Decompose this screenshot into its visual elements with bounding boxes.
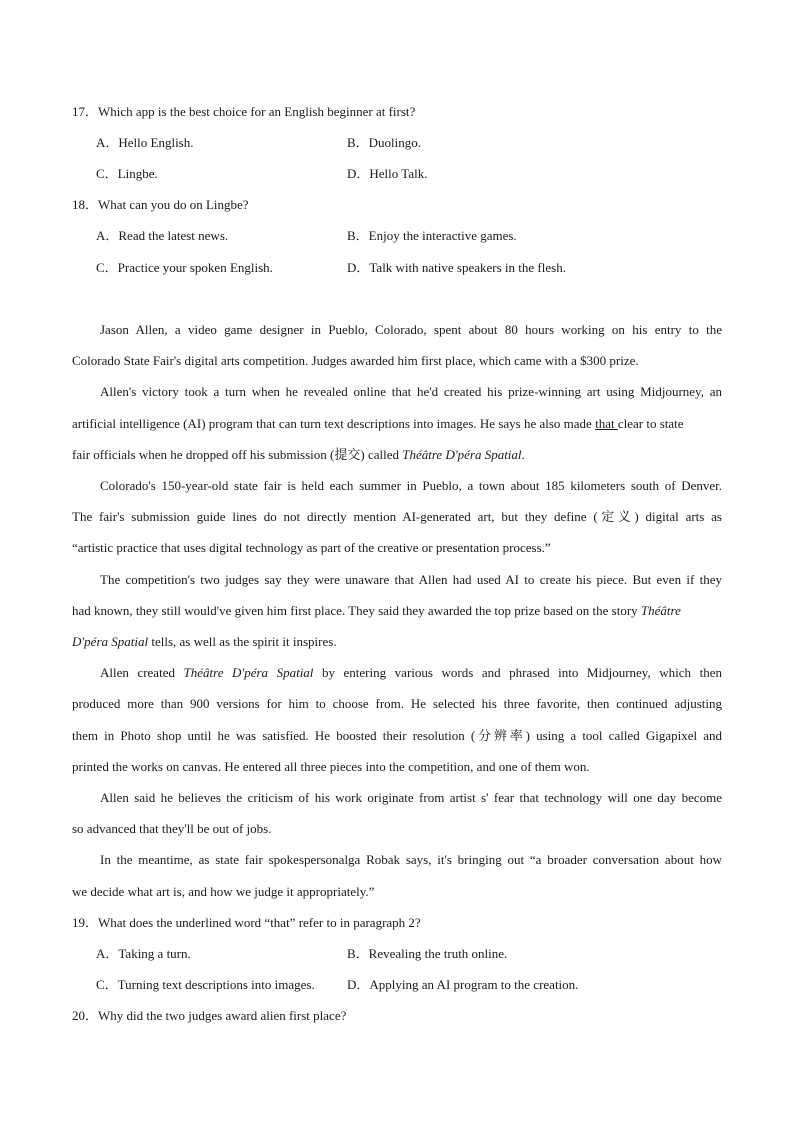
passage-p3-line1: Colorado's 150-year-old state fair is held each summer in Pueblo, a town about 185 kilometers south of Denver. xyxy=(100,478,722,493)
passage-text: had known, they still would've given him first place. They said they awarded the top prize based on the story xyxy=(72,603,641,618)
question-19-option-c: C．Turning text descriptions into images. xyxy=(96,977,315,992)
question-18-stem: 18．What can you do on Lingbe? xyxy=(72,197,249,212)
passage-p1-line1: Jason Allen, a video game designer in Pueblo, Colorado, spent about 80 hours working on his entry to the xyxy=(100,322,722,337)
passage-text: artificial intelligence (AI) program that can turn text descriptions into images. He says he also made xyxy=(72,416,596,431)
question-17-option-c: C．Lingbe. xyxy=(96,166,158,181)
question-19-option-d: D．Applying an AI program to the creation. xyxy=(347,977,579,992)
question-18-option-c: C．Practice your spoken English. xyxy=(96,260,273,275)
question-18-option-a: A．Read the latest news. xyxy=(96,228,229,243)
artwork-title: Théâtre xyxy=(640,603,681,618)
passage-p5-line3: them in Photo shop until he was satisfied. He boosted their resolution (分辨率) using a tool called Gigapixel and xyxy=(72,728,722,743)
question-17-stem: 17．Which app is the best choice for an English beginner at first? xyxy=(72,104,416,119)
passage-p3-line2: The fair's submission guide lines do not directly mention AI-generated art, but they define (定义) digital arts as xyxy=(72,509,722,524)
passage-text: Allen created xyxy=(100,665,184,680)
passage-text: by entering various words and phrased into Midjourney, which then xyxy=(313,665,722,680)
passage-text: . xyxy=(521,447,525,462)
artwork-title: Théâtre D'péra Spatial xyxy=(183,665,314,680)
artwork-title: D'péra Spatial xyxy=(72,634,149,649)
passage-p4-line2 xyxy=(72,603,722,619)
passage-p5-line1 xyxy=(100,665,722,681)
passage-p5-line2: produced more than 900 versions for him to choose from. He selected his three favorite, then continued adjusting xyxy=(72,696,722,711)
question-19-stem: 19．What does the underlined word “that” refer to in paragraph 2? xyxy=(72,915,421,930)
passage-p7-line1: In the meantime, as state fair spokespersonalga Robak says, it's bringing out “a broader conversation about how xyxy=(100,852,722,867)
passage-p2-line3 xyxy=(72,447,722,463)
passage-p2-line2 xyxy=(72,416,722,432)
passage-p4-line1: The competition's two judges say they were unaware that Allen had used AI to create his piece. But even if they xyxy=(100,572,722,587)
passage-p2-line1: Allen's victory took a turn when he revealed online that he'd created his prize-winning art using Midjourney, an xyxy=(100,384,722,399)
passage-p7-line2: we decide what art is, and how we judge it appropriately.” xyxy=(72,884,375,899)
passage-p4-line3 xyxy=(72,634,722,650)
passage-text: tells, as well as the spirit it inspires. xyxy=(148,634,337,649)
question-19-option-b: B．Revealing the truth online. xyxy=(347,946,508,961)
passage-text: clear to state xyxy=(617,416,684,431)
question-17-option-a: A．Hello English. xyxy=(96,135,194,150)
passage-p5-line4: printed the works on canvas. He entered all three pieces into the competition, and one of them won. xyxy=(72,759,590,774)
question-18-option-b: B．Enjoy the interactive games. xyxy=(347,228,517,243)
question-19-option-a: A．Taking a turn. xyxy=(96,946,191,961)
passage-p1-line2: Colorado State Fair's digital arts competition. Judges awarded him first place, which came with a $300 prize. xyxy=(72,353,639,368)
question-18-option-d: D．Talk with native speakers in the flesh. xyxy=(347,260,566,275)
passage-text: fair officials when he dropped off his submission (提交) called xyxy=(72,447,403,462)
artwork-title: Théâtre D'péra Spatial xyxy=(402,447,522,462)
question-17-option-b: B．Duolingo. xyxy=(347,135,422,150)
passage-p6-line1: Allen said he believes the criticism of his work originate from artist s' fear that technology will one day become xyxy=(100,790,722,805)
passage-p3-line3: “artistic practice that uses digital technology as part of the creative or presentation process.” xyxy=(72,540,551,555)
question-17-option-d: D．Hello Talk. xyxy=(347,166,428,181)
underlined-word-that: that xyxy=(595,416,618,431)
passage-p6-line2: so advanced that they'll be out of jobs. xyxy=(72,821,272,836)
question-20-stem: 20．Why did the two judges award alien first place? xyxy=(72,1008,347,1023)
